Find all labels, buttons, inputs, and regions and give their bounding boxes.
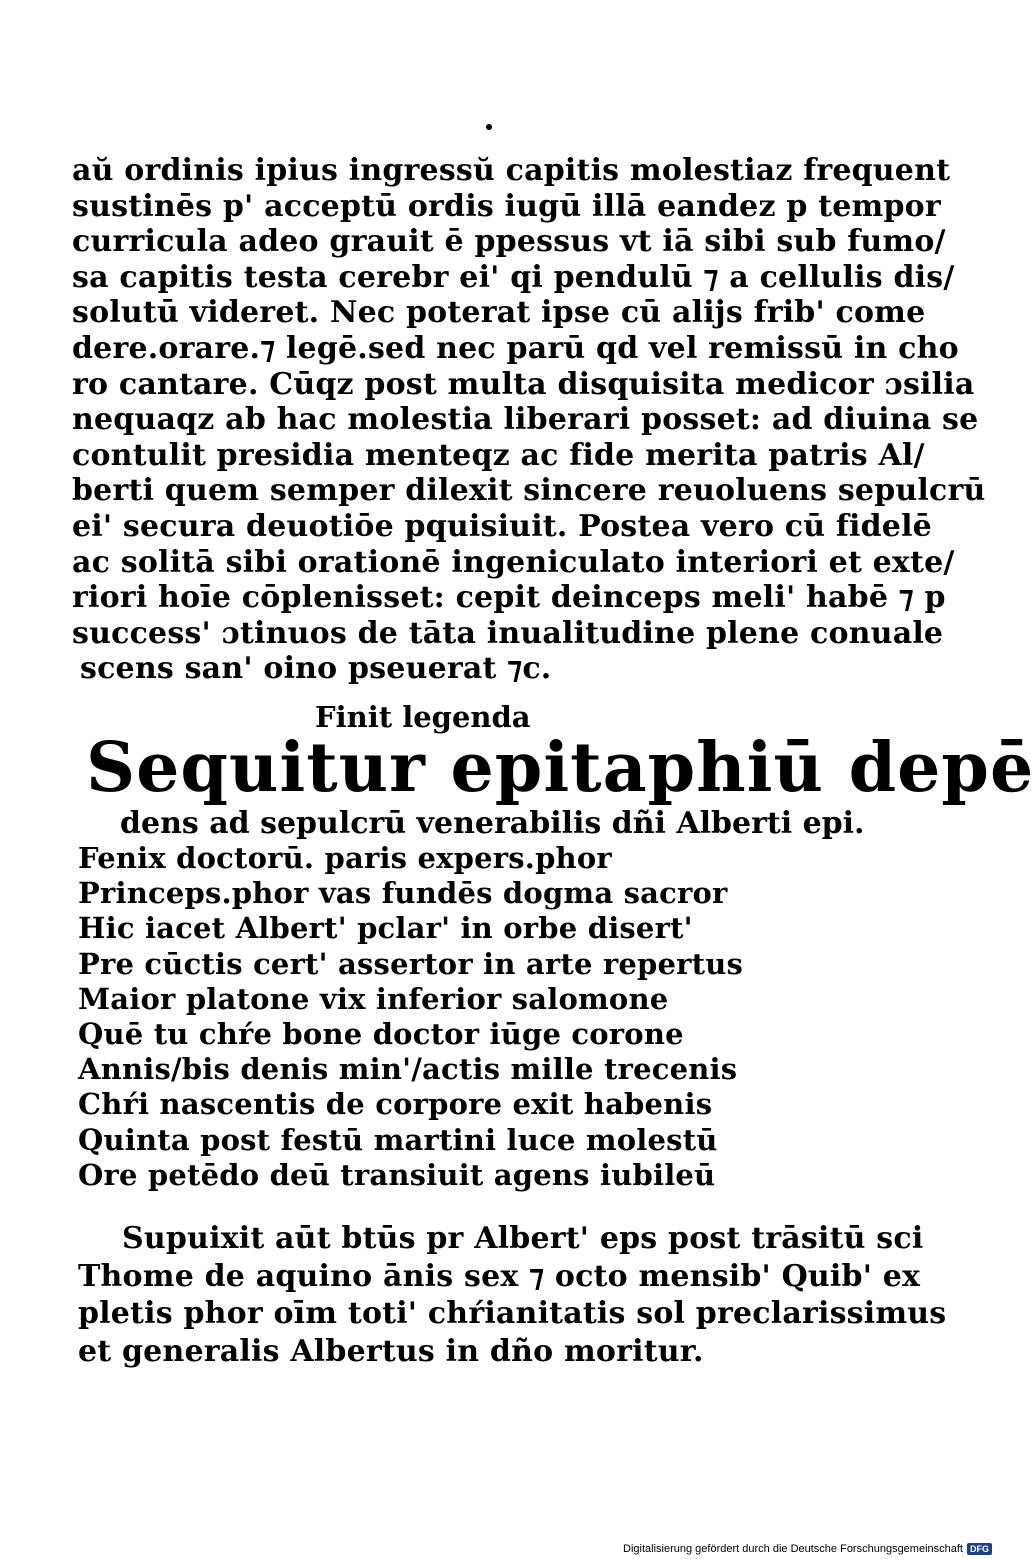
verse-line: Fenix doctorū. paris expers.phor — [78, 841, 612, 875]
verse-line: Maior platone vix inferior salomone — [78, 981, 669, 1016]
verse-line: Ore petēdo deū transiuit agens iubileū — [78, 1157, 716, 1192]
verse-line: Chŕi nascentis de corpore exit habenis — [78, 1087, 713, 1122]
verse-line: Annis/bis denis min'/actis mille trecenis — [78, 1052, 738, 1087]
text-line: sustinēs p' acceptū ordis iugū illā eandez p tempor — [72, 188, 941, 224]
text-line: riori hoīe cōplenisset: cepit deinceps meli' habē ⁊ p — [72, 580, 946, 616]
epitaph-verses — [78, 841, 758, 1196]
text-line: success' ɔtinuos de tāta inualitudine plene conuale — [72, 615, 944, 651]
verse-line: Quinta post festū martini luce molestū — [78, 1122, 718, 1157]
closing-line: pletis phor oīm toti' chŕianitatis sol preclarissimus — [78, 1296, 947, 1331]
epitaph-subheading: dens ad sepulcrū venerabilis dñi Alberti epi. — [120, 806, 865, 841]
funding-credit-text: Digitalisierung gefördert durch die Deutsche Forschungsgemeinschaft — [623, 1543, 963, 1555]
text-line: solutū videret. Nec poterat ipse cū alijs frib' come — [72, 295, 926, 331]
verse-line: Pre cūctis cert' assertor in arte repertus — [78, 946, 744, 981]
text-line: nequaqz ab hac molestia liberari posset: ad diuina se — [72, 402, 979, 438]
ink-mark — [486, 124, 492, 130]
text-line: scens san' oino pseuerat ⁊c. — [80, 651, 552, 687]
legend-text — [72, 153, 986, 690]
verse-line: Princeps.phor vas fundēs dogma sacror — [78, 876, 728, 911]
text-line: sa capitis testa cerebr ei' qi pendulū ⁊ a cellulis dis/ — [72, 259, 955, 295]
text-line: dere.orare.⁊ legē.sed nec parū qd vel remissū in cho — [72, 330, 959, 366]
text-line: ei' secura deuotiōe pquisiuit. Postea vero cū fidelē — [72, 508, 932, 544]
closing-line: Supuixit aūt btūs pr Albert' eps post trāsitū sci — [122, 1221, 924, 1256]
epitaph-heading: Sequitur epitaphiū depē — [86, 728, 1034, 808]
closing-paragraph — [78, 1221, 947, 1374]
text-line: ac solitā sibi orationē ingeniculato interiori et exte/ — [72, 544, 955, 580]
closing-line: Thome de aquino ānis sex ⁊ octo mensib' Quib' ex — [78, 1258, 921, 1294]
dfg-logo-icon: DFG — [967, 1543, 992, 1555]
text-line: curricula adeo grauit ē ppessus vt iā sibi sub fumo/ — [72, 224, 946, 260]
funding-credit — [623, 1543, 992, 1555]
verse-line: Hic iacet Albert' pclar' in orbe disert' — [78, 911, 693, 946]
verse-line: Quē tu chŕe bone doctor iūge corone — [78, 1016, 684, 1051]
closing-line: et generalis Albertus in dño moritur. — [78, 1333, 704, 1369]
text-line: contulit presidia menteqz ac fide merita patris Al/ — [72, 437, 925, 473]
text-line: berti quem semper dilexit sincere reuoluens sepulcrū — [72, 473, 986, 509]
finit-legenda: Finit legenda — [315, 700, 531, 734]
text-line: ro cantare. Cūqz post multa disquisita medicor ɔsilia — [72, 366, 975, 402]
text-line: aŭ ordinis ipius ingressŭ capitis molestiaz frequent — [72, 153, 951, 188]
